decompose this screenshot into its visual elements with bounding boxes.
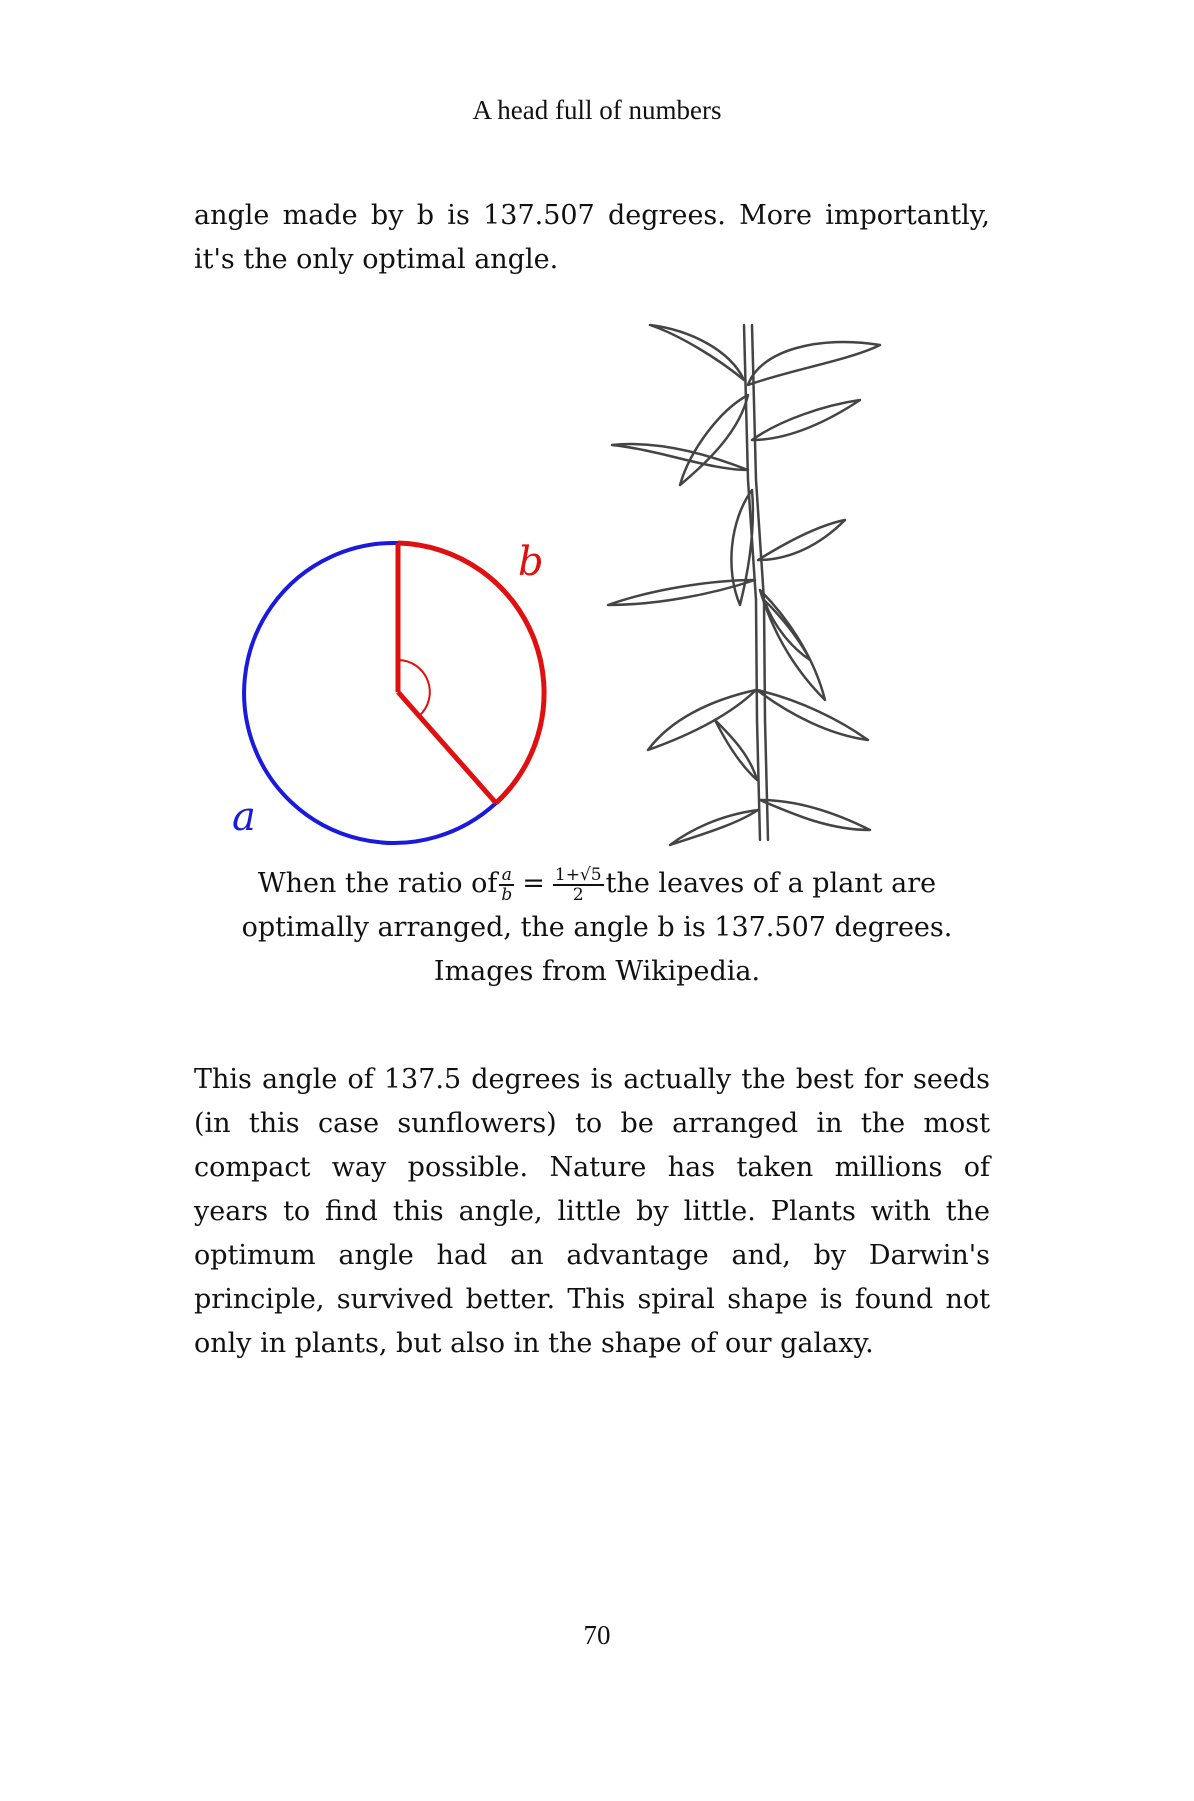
fraction-denominator: 2 <box>572 884 584 905</box>
leaf <box>715 720 757 780</box>
golden-angle-diagram <box>232 539 544 843</box>
equals-sign: = <box>522 868 545 899</box>
text-line: compact way possible. Nature has taken millions of <box>194 1152 990 1183</box>
text-line: This angle of 137.5 degrees is actually the best for seeds <box>194 1064 990 1095</box>
caption-line-2: optimally arranged, the angle b is 137.507 degrees. <box>241 912 953 943</box>
leaf <box>650 325 744 380</box>
caption-line-1 <box>0 862 1194 906</box>
fraction-a-over-b <box>499 866 514 904</box>
leaf <box>757 690 868 740</box>
text-line: optimum angle had an advantage and, by Darwin's <box>194 1240 990 1271</box>
caption-line-3: Images from Wikipedia. <box>433 956 761 987</box>
leaf <box>680 395 748 485</box>
text-line: years to find this angle, little by little. Plants with the <box>194 1196 990 1227</box>
paragraph-bottom <box>194 1058 990 1366</box>
figure-golden-angle <box>0 0 1194 860</box>
leaf <box>752 400 860 440</box>
leaf <box>612 444 748 470</box>
caption-text: the leaves of a plant are <box>605 868 937 899</box>
leaf <box>758 520 845 560</box>
running-title: A head full of numbers <box>472 95 722 125</box>
figure-caption <box>0 862 1194 994</box>
label-a: a <box>232 794 256 840</box>
plant-illustration <box>608 325 880 845</box>
text-line: principle, survived better. This spiral shape is found not <box>194 1284 990 1315</box>
leaf <box>670 810 758 845</box>
text-line: it's the only optimal angle. <box>194 244 559 275</box>
text-line: angle made by b is 137.507 degrees. More importantly, <box>194 200 990 231</box>
text-line: (in this case sunflowers) to be arranged in the most <box>194 1108 990 1139</box>
caption-text: When the ratio of <box>257 868 498 899</box>
leaf <box>748 342 880 385</box>
label-b: b <box>518 539 544 585</box>
text-line: only in plants, but also in the shape of our galaxy. <box>194 1328 874 1359</box>
page-number: 70 <box>583 1620 611 1650</box>
radius-diagonal <box>398 692 496 803</box>
fraction-numerator: a <box>499 866 514 886</box>
fraction-numerator: 1+√5 <box>554 864 602 885</box>
leaf <box>760 800 870 830</box>
fraction-golden-ratio <box>553 866 604 904</box>
fraction-denominator: b <box>501 884 513 905</box>
leaf <box>648 690 756 750</box>
arc-a <box>244 543 496 843</box>
